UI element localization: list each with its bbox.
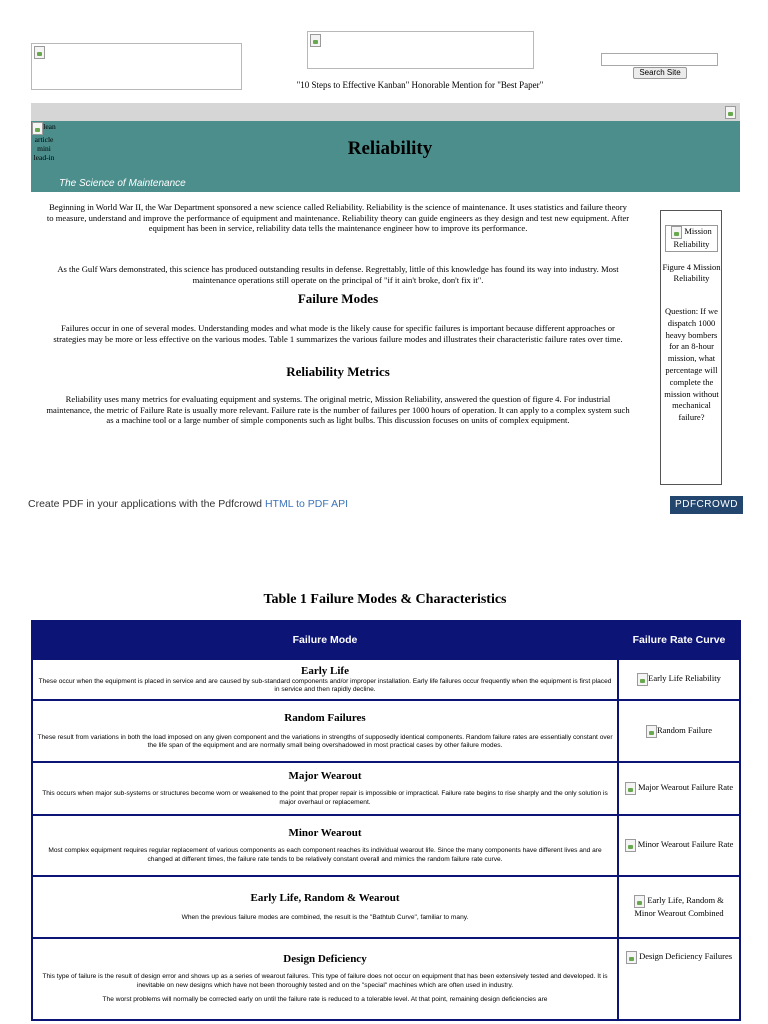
broken-image-icon	[634, 895, 645, 908]
search-site-button[interactable]: Search Site	[633, 67, 687, 79]
table-title: Table 1 Failure Modes & Characteristics	[263, 592, 507, 607]
failure-mode-description: This type of failure is the result of design error and shows up as a series of wearout failures. This type of failure does not occur on equipment that has been extensively tested and developed. It is inevitable on new designs which have not been thoroughly tested and on the "special" machines which are often used in industry.	[42, 973, 608, 989]
curve-image-alt: Design Deficiency Failures	[639, 951, 733, 961]
failure-mode-cell	[33, 939, 617, 1019]
table-row	[33, 816, 739, 875]
sidebar-question: Question: If we dispatch 1000 heavy bombers for an 8-hour mission, what percentage will complete the mission without mechanical failure?	[664, 306, 719, 423]
failure-mode-description: Most complex equipment requires regular replacement of various components as each component reaches its individual wearout life. Since the many components have different lives and are changed at different times, the failure rate tends to be relatively constant overall and mimics the random failure rate curve.	[48, 847, 602, 863]
banner-image	[31, 122, 57, 192]
broken-image-icon	[625, 839, 636, 852]
search-input[interactable]	[601, 53, 718, 66]
nav-bar	[31, 103, 740, 121]
curve-image-alt: Minor Wearout Failure Rate	[637, 839, 734, 849]
failure-mode-description: These occur when the equipment is placed in service and are caused by sub-standard components and/or improper installation. Early life failures occur frequently when the equipment is first placed in service and then rapidly decline.	[38, 677, 612, 693]
failure-mode-cell	[33, 660, 617, 699]
pdfcrowd-text: Create PDF in your applications with the Pdfcrowd	[28, 498, 263, 510]
pdfcrowd-button[interactable]: PDFCROWD	[670, 496, 743, 514]
html-to-pdf-link[interactable]: HTML to PDF API	[264, 498, 348, 510]
page-subtitle: The Science of Maintenance	[59, 178, 186, 189]
broken-image-icon	[34, 46, 45, 59]
pdfcrowd-bar	[28, 498, 348, 510]
failure-mode-description-continued: The worst problems will normally be corrected early on until the failure rate is reduced to a tolerable level. At that point, remaining design deficiencies are	[102, 996, 548, 1004]
curve-image-alt: Major Wearout Failure Rate	[637, 782, 734, 792]
award-image[interactable]	[307, 31, 534, 69]
page-title: Reliability	[347, 138, 433, 159]
curve-image-alt: Random Failure	[656, 724, 712, 735]
failure-mode-cell	[33, 701, 617, 761]
banner-image-alt-text: lean article mini lead-in	[33, 122, 56, 162]
table-row	[33, 660, 739, 699]
failure-rate-curve-image[interactable]	[619, 816, 739, 875]
award-text: "10 Steps to Effective Kanban" Honorable Mention for "Best Paper"	[296, 80, 544, 90]
failure-mode-name: Major Wearout	[288, 770, 362, 782]
reliability-metrics-paragraph: Reliability uses many metrics for evaluating equipment and systems. The original metric, Mission Reliability, answered the question of figure 4. For industrial maintenance, the metric of Failure Rate is usually more relevant. Failure rate is the number of failures per 1000 hours of operation. It can apply to a complex system such as a machine tool or a large number of simple components such as light bulbs. This discussion focuses on units of complex equipment.	[46, 394, 630, 425]
broken-image-icon	[637, 673, 648, 686]
table-row	[33, 877, 739, 937]
broken-image-icon	[671, 226, 682, 239]
failure-modes-paragraph: Failures occur in one of several modes. Understanding modes and what mode is the likely cause for specific failures is important because different approaches or strategies may be more or less effective on the various modes. Table 1 summarizes the various failure modes and illustrates their characteristic failure rates over time.	[53, 323, 623, 344]
failure-mode-description: These result from variations in both the load imposed on any given component and the variations in strengths of supposedly identical components. Random failure rates are essentially constant over the life span of the equipment and are normally small being overshadowed in most practical cases by other failure modes.	[37, 733, 613, 749]
failure-mode-name: Early Life, Random & Wearout	[250, 891, 400, 904]
table-row	[33, 763, 739, 814]
broken-image-icon	[725, 106, 736, 119]
table-row	[33, 939, 739, 1019]
failure-rate-curve-image[interactable]	[619, 763, 739, 814]
failure-rate-curve-image[interactable]	[619, 877, 739, 937]
broken-image-icon	[626, 951, 637, 964]
failure-mode-name: Design Deficiency	[283, 953, 367, 966]
failure-mode-name: Random Failures	[284, 711, 366, 724]
column-header-failure-mode: Failure Mode	[33, 622, 617, 658]
mission-reliability-image[interactable]	[665, 225, 718, 252]
failure-mode-description: This occurs when major sub-systems or structures become worn or weakened to the point that proper repair is impossible or impractical. Failure rate begins to rise sharply and the only solution is major overhaul or replacement.	[42, 790, 608, 806]
failure-mode-name: Minor Wearout	[288, 827, 362, 839]
broken-image-icon	[310, 34, 321, 47]
curve-image-alt: Early Life Reliability	[648, 673, 721, 683]
failure-mode-name: Early Life	[301, 664, 349, 677]
failure-mode-cell	[33, 816, 617, 875]
site-logo-image[interactable]	[31, 43, 242, 90]
failure-mode-cell	[33, 877, 617, 937]
table-row	[33, 701, 739, 761]
reliability-metrics-heading: Reliability Metrics	[286, 364, 390, 379]
failure-rate-curve-image[interactable]	[619, 701, 739, 761]
failure-rate-curve-image[interactable]	[619, 660, 739, 699]
broken-image-icon	[32, 122, 43, 135]
column-header-failure-rate-curve: Failure Rate Curve	[619, 622, 739, 658]
gulf-wars-paragraph: As the Gulf Wars demonstrated, this science has produced outstanding results in defense. Regrettably, little of this knowledge has found its way into industry. Most maintenance operations still operate on the principal of "if it ain't broke, don't fix it".	[57, 264, 619, 285]
broken-image-icon	[625, 782, 636, 795]
figure-caption: Figure 4 Mission Reliability	[662, 262, 721, 283]
broken-image-icon	[646, 725, 657, 738]
failure-rate-curve-image[interactable]	[619, 939, 739, 1019]
mission-reliability-image-alt: Mission Reliability	[673, 226, 712, 249]
intro-paragraph: Beginning in World War II, the War Department sponsored a new science called Reliability. Reliability is the science of maintenance. It uses statistics and failure theory to measure, understand and improve the performance of equipment and maintenance. Reliability theory can guide engineers as they design and test new equipment. After equipment has been in service, reliability data tells the maintenance engineer how to improve its performance.	[46, 202, 630, 233]
failure-modes-table	[31, 620, 741, 1021]
failure-mode-description: When the previous failure modes are combined, the result is the "Bathtub Curve", familiar to many.	[181, 913, 469, 921]
failure-mode-cell	[33, 763, 617, 814]
failure-modes-heading: Failure Modes	[297, 291, 379, 306]
nav-bar-image[interactable]	[725, 106, 738, 119]
curve-image-alt: Early Life, Random & Minor Wearout Combined	[634, 895, 724, 918]
